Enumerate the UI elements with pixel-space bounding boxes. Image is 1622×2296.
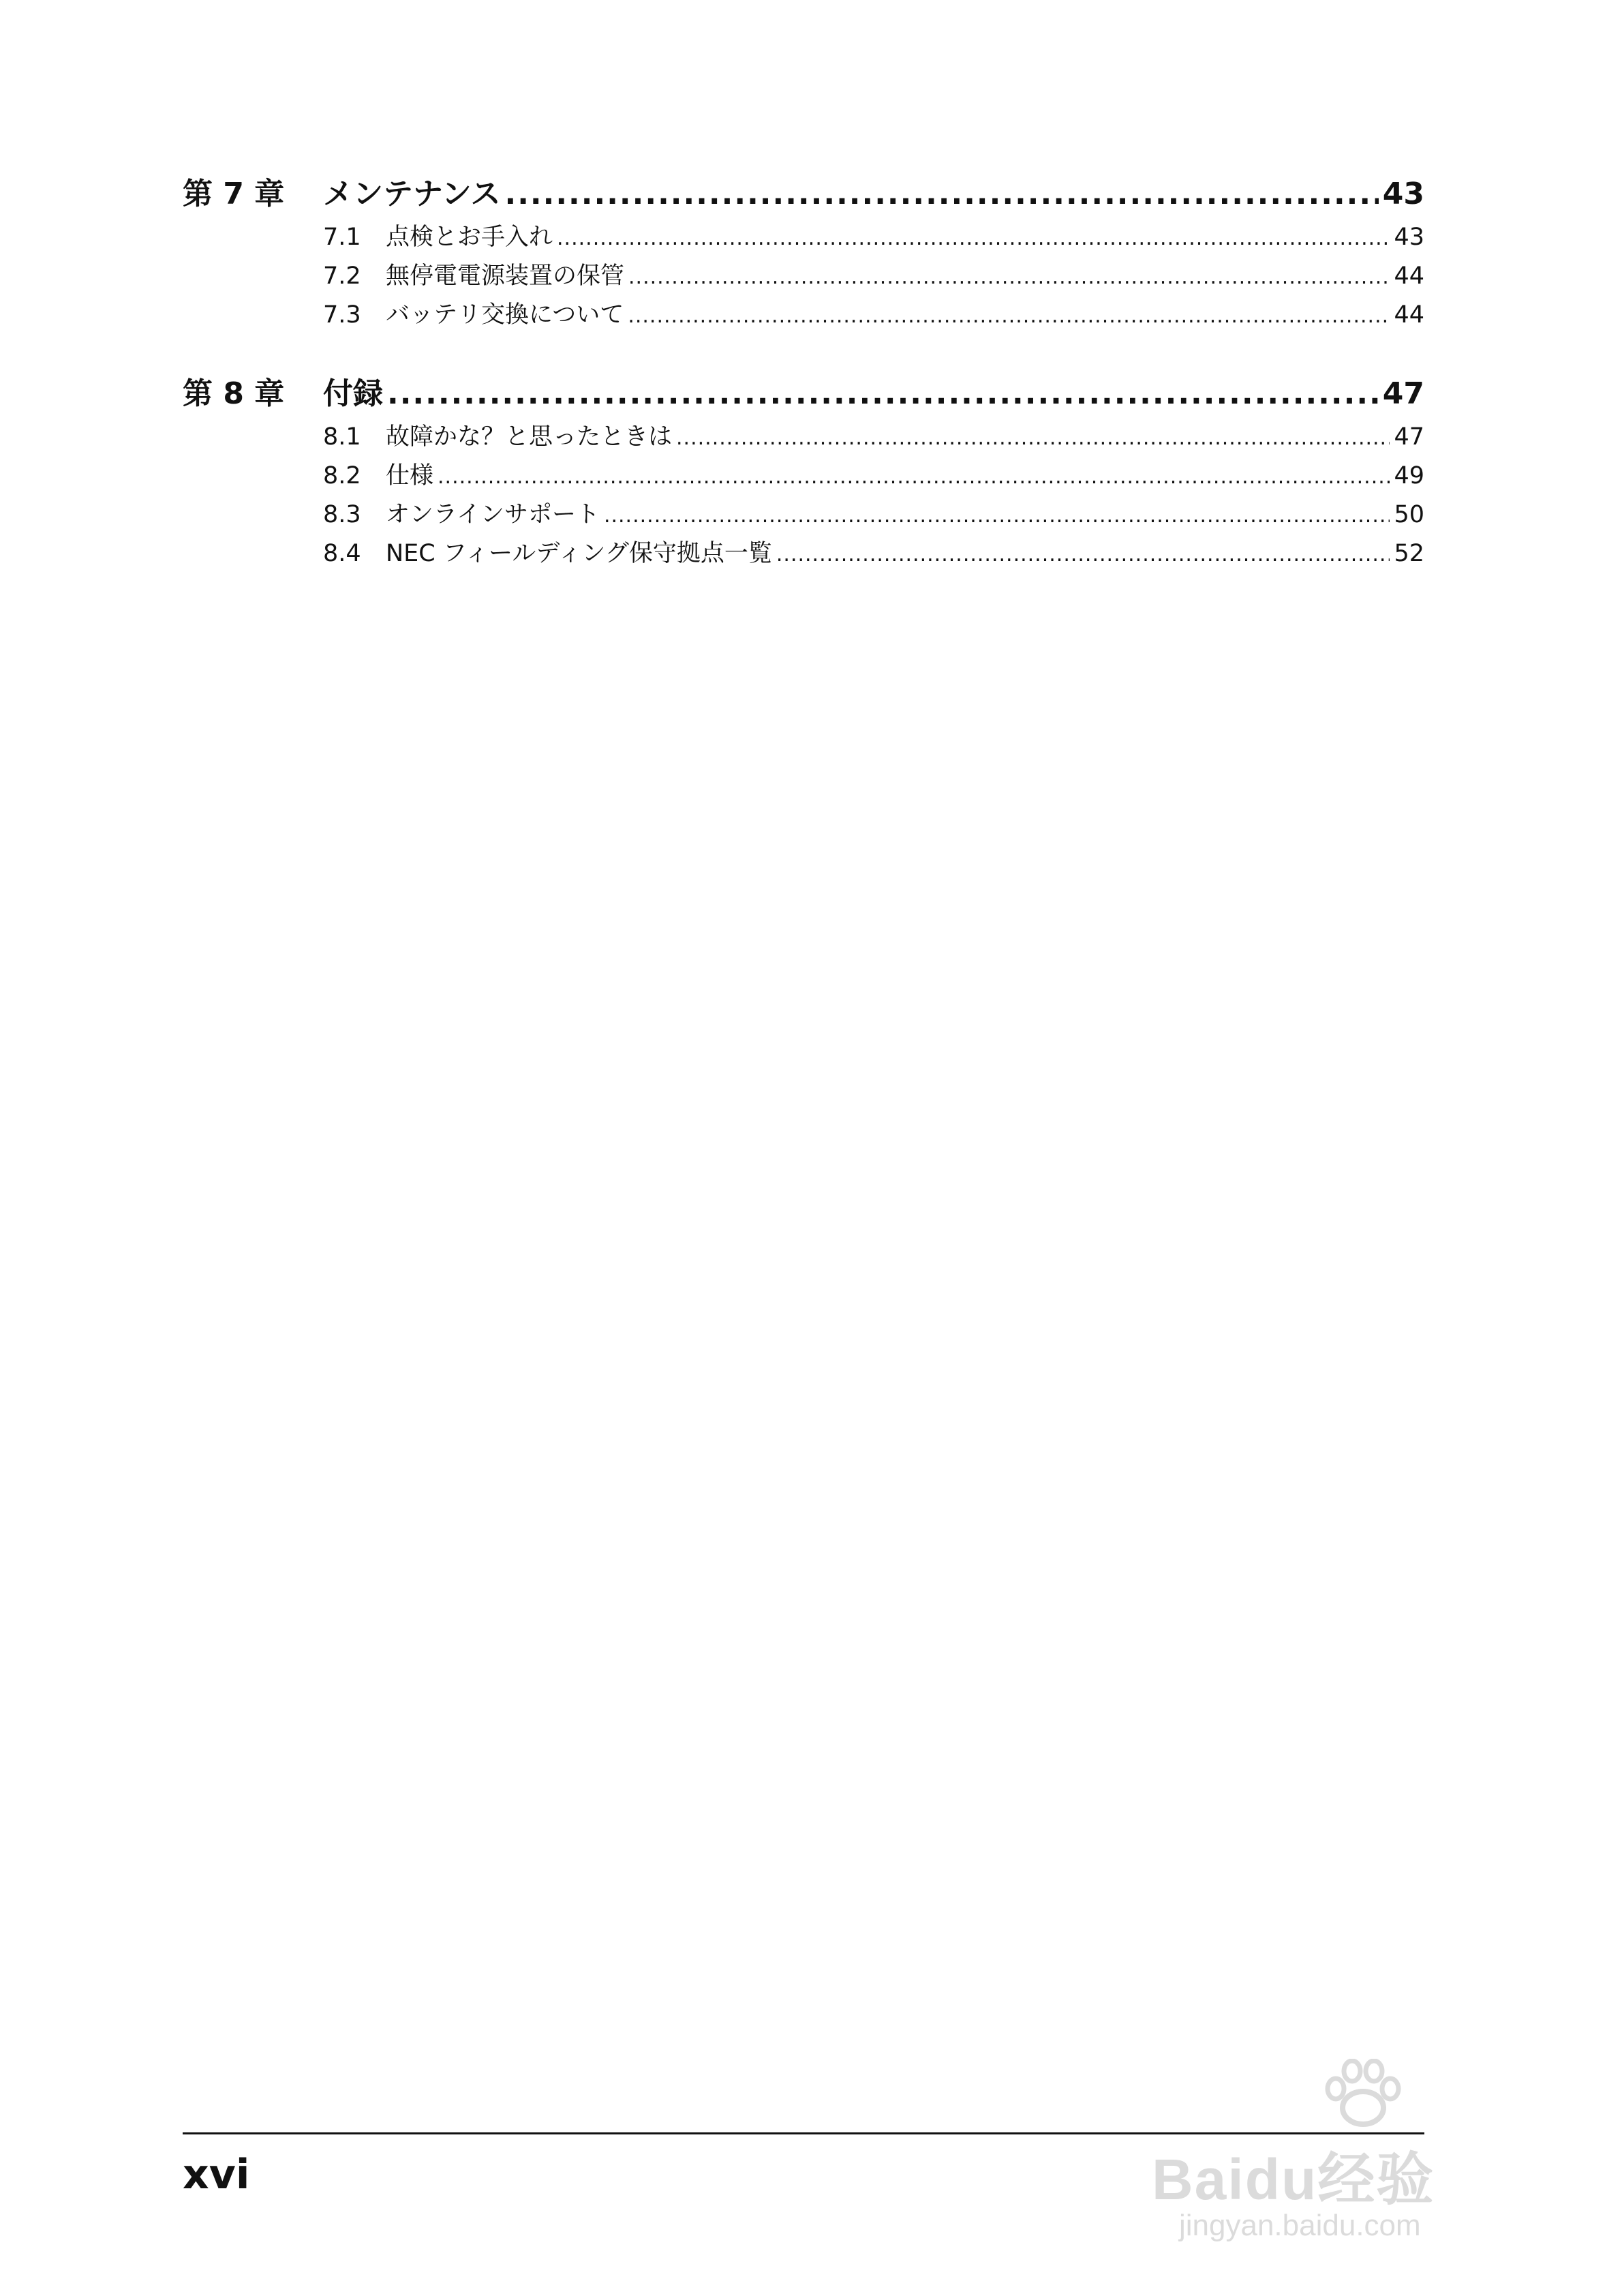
section-page-number: 49 [1394,462,1424,489]
dot-leader [604,504,1390,528]
dot-leader [438,465,1390,489]
toc-section-row[interactable] [323,496,1424,534]
dot-leader [776,543,1390,567]
toc-chapter-row[interactable] [183,369,1424,418]
watermark-url: jingyan.baidu.com [1179,2209,1421,2242]
toc-chapter-row[interactable] [183,169,1424,218]
chapter-title: 付録 [323,376,383,411]
section-number: 7.3 [323,301,361,329]
toc-chapter-7 [183,169,1424,335]
dot-leader [387,376,1379,411]
chapter-title: メンテナンス [323,177,501,211]
section-title: 故障かな？と思ったときは [386,423,673,451]
section-page-number: 44 [1394,262,1424,290]
section-page-number: 43 [1394,224,1424,251]
toc-section-row[interactable] [323,457,1424,496]
page-folio: xvi [183,2151,250,2199]
section-number: 8.1 [323,423,361,451]
dot-leader [628,304,1390,328]
section-title: 点検とお手入れ [386,224,553,251]
chapter-number: 第 8 章 [183,376,285,411]
section-title: NEC フィールディング保守拠点一覧 [386,540,772,567]
section-page-number: 47 [1394,423,1424,451]
section-title: オンラインサポート [386,501,600,528]
dot-leader [504,177,1378,211]
section-number: 7.2 [323,262,361,290]
section-title: 仕様 [386,462,434,489]
toc-chapter-8 [183,369,1424,573]
chapter-page-number: 47 [1382,376,1424,411]
table-of-contents [183,169,1424,607]
paw-logo-icon [1322,2059,1404,2134]
section-page-number: 50 [1394,501,1424,528]
dot-leader [676,426,1390,450]
toc-section-row[interactable] [323,218,1424,257]
watermark-brand: Baidu经验 [1152,2147,1435,2211]
section-number: 8.4 [323,540,361,567]
toc-section-row[interactable] [323,257,1424,296]
chapter-number: 第 7 章 [183,177,285,211]
baidu-watermark [1152,2059,1533,2263]
dot-leader [557,226,1390,250]
section-number: 7.1 [323,224,361,251]
chapter-page-number: 43 [1382,177,1424,211]
section-title: 無停電電源装置の保管 [386,262,625,290]
section-page-number: 44 [1394,301,1424,329]
section-title: バッテリ交換について [386,301,624,329]
toc-section-row[interactable] [323,296,1424,335]
section-number: 8.2 [323,462,361,489]
toc-section-row[interactable] [323,418,1424,457]
section-number: 8.3 [323,501,361,528]
section-page-number: 52 [1394,540,1424,567]
dot-leader [628,265,1390,289]
toc-section-row[interactable] [323,534,1424,573]
